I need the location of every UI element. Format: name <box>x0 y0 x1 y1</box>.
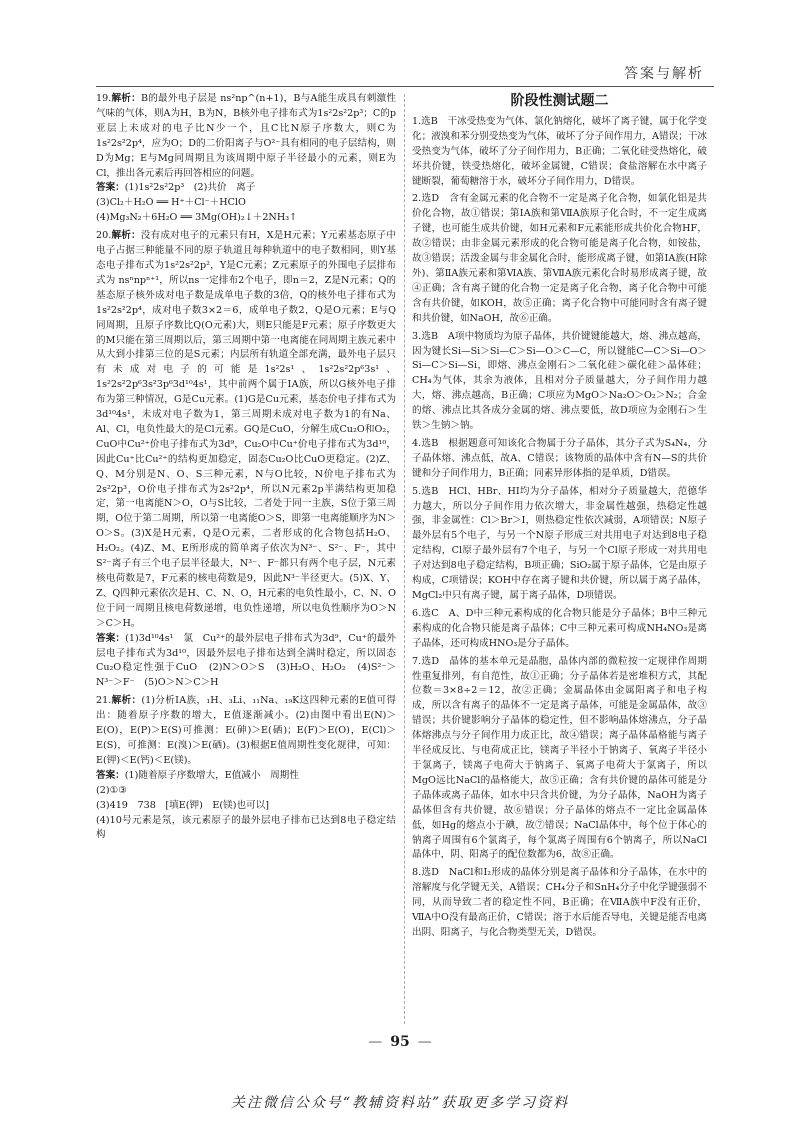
left-column <box>96 92 396 846</box>
item-text: 选B 根据题意可知该化合物属于分子晶体，其分子式为S₄N₄，分子晶体熔、沸点低，故A、C错误；该物质的晶体中含有N—S的共价键和分子间作用力，B正确；同素异形体指的是单质，D错误。 <box>412 437 707 479</box>
answer-item-1 <box>412 115 707 190</box>
answer-line: (1)1s²2s²2p³ (2)共价 离子 <box>124 182 256 194</box>
answer-item-8 <box>412 866 707 941</box>
answer-line: (4)Mg₃N₂＋6H₂O ══ 3Mg(OH)₂↓＋2NH₃↑ <box>96 212 298 224</box>
header-rule <box>96 86 714 87</box>
analysis-label: 解析： <box>111 695 142 707</box>
section-title: 阶段性测试题二 <box>510 93 609 109</box>
answer-item-6 <box>412 607 707 652</box>
answer-item-7 <box>412 655 707 864</box>
answer-label: 答案： <box>96 769 125 781</box>
page-number-value: 95 <box>390 1034 410 1050</box>
page-number: — 95 — <box>368 1034 432 1050</box>
item-number: 2. <box>412 193 422 205</box>
item-number: 3. <box>412 330 422 342</box>
answer-item-2 <box>412 192 707 326</box>
question-20 <box>96 229 396 691</box>
answer-label: 答案： <box>96 182 125 194</box>
answer-line: (1)随着原子序数增大，E值减小 周期性 <box>124 769 299 781</box>
answer-line: (2)①③ <box>96 784 127 796</box>
answer-item-5 <box>412 485 707 604</box>
answer-line: (4)10号元素是氖，该元素原子的最外层电子排布已达到8电子稳定结构 <box>96 814 396 841</box>
answer-line: (3)419 738 [填E(钾) E(镁)也可以] <box>96 799 270 811</box>
footer-watermark: 关注微信公众号“教辅资料站”获取更多学习资料 <box>230 1095 570 1111</box>
analysis-label: 解析： <box>111 93 141 104</box>
item-number: 5. <box>412 485 422 497</box>
item-text: 选B HCl、HBr、HI均为分子晶体，相对分子质量越大，范德华力越大，所以分子间作用力依次增大，非金属性越强，热稳定性越强，非金属性：Cl＞Br＞I，则热稳定性依次减弱，A项错误；N原子最外层有5个电子，与另一个N原子形成三对共用电子对达到8电子稳定结构，Cl原子最外层有7个电子，与另一个Cl原子形成一对共用电子对达到8电子稳定结构，B项正确；SiO₂属于原子晶体，它是由原子构成，C项错误；KOH中存在离子键和共价键，所以属于离子晶体，MgCl₂中只有离子键，属于离子晶体，D项错误。 <box>412 485 707 601</box>
analysis-text: B的最外电子层是 ns²np^(n+1)，B与A能生成具有刺激性气味的气体，则A为H，B为N，B核外电子排布式为1s²2s²2p³；C的p亚层上未成对的电子比N少一个，且C比N原子序数大，则C为1s²2s²2p⁴，应为O；D的二价阳离子与O²⁻具有相同的电子层结构，则D为Mg；E与Mg同周期且为该周期中原子半径最小的元素，则E为Cl，推出各元素后再回答相应的问题。 <box>96 93 396 179</box>
item-text: 选D 晶体的基本单元是晶胞，晶体内部的微粒按一定规律作周期性重复排列，有自范性，故①正确；分子晶体若是密堆积方式，其配位数＝3×8÷2＝12，故②正确；金属晶体由金属阳离子和电子构成，所以含有离子的晶体不一定是离子晶体，可能是金属晶体，故③错误；共价键影响分子晶体的稳定性，但不影响晶体熔沸点，分子晶体熔沸点与分子间作用力成正比，故④错误；离子晶体晶格能与离子半径成反比、与电荷成正比，镁离子半径小于钠离子、氧离子半径小于氯离子，镁离子电荷大于钠离子、氧离子电荷大于氯离子，所以MgO远比NaCl的晶格能大，故⑤正确；含有共价键的晶体可能是分子晶体或离子晶体，如水中只含共价键，为分子晶体，NaOH为离子晶体但含有共价键，故⑥错误；分子晶体的熔点不一定比金属晶体低，如Hg的熔点小于碘，故⑦错误；NaCl晶体中，每个位于体心的钠离子周围有6个氯离子，每个氯离子周围有6个钠离子，所以NaCl晶体中，阴、阳离子的配位数都为6，故⑧正确。 <box>412 655 707 861</box>
question-19 <box>96 92 396 226</box>
answer-text: (1)3d¹⁰4s¹ 氯 Cu²⁺的最外层电子排布式为3d⁹，Cu⁺的最外层电子排布式为3d¹⁰，因最外层电子排布达到全满时稳定，所以固态Cu₂O稳定性强于CuO (2)N＞O＞S (3)H₂O、H₂O₂ (4)S²⁻＞N³⁻＞F⁻ (5)O＞N＞C＞H <box>96 632 396 689</box>
answer-item-4 <box>412 437 707 482</box>
item-text: 选D 含有金属元素的化合物不一定是离子化合物，如氯化铝是共价化合物，故①错误；第ⅠA族和第ⅦA族原子化合时，不一定生成离子键，也可能生成共价键，如H元素和F元素能形成共价化合物HF，故②错误；由非金属元素形成的化合物可能是离子化合物，如铵盐，故③错误；活泼金属与非金属化合时，能形成离子键，如第ⅠA族(H除外)、第ⅡA族元素和第ⅥA族、第ⅦA族元素化合时易形成离子键，故④正确；含有离子键的化合物一定是离子化合物，离子化合物中可能含有共价键，如KOH，故⑤正确；离子化合物中可能同时含有离子键和共价键，如NaOH，故⑥正确。 <box>412 193 707 324</box>
question-number: 20. <box>96 230 112 242</box>
column-divider <box>404 94 405 1024</box>
item-number: 4. <box>412 437 422 449</box>
item-number: 6. <box>412 607 422 619</box>
item-text: 选C A、D中三种元素构成的化合物只能是分子晶体；B中三种元素构成的化合物只能是离子晶体；C中三种元素可构成NH₄NO₃是离子晶体，还可构成HNO₃是分子晶体。 <box>412 607 707 649</box>
item-number: 8. <box>412 867 422 879</box>
item-text: 选D NaCl和I₂形成的晶体分别是离子晶体和分子晶体，在水中的溶解度与化学键无关，A错误；CH₄分子和SnH₄分子中化学键强弱不同，从而导致二者的稳定性不同，B正确；在ⅦA族中F没有正价，ⅦA中O没有最高正价，C错误；溶于水后能否导电，关键是能否电离出阴、阳离子，与化合物类型无关，D错误。 <box>412 867 707 938</box>
item-number: 7. <box>412 655 422 667</box>
question-21 <box>96 694 396 843</box>
analysis-label: 解析： <box>111 230 141 242</box>
item-text: 选B A项中物质均为原子晶体，共价键键能越大，熔、沸点越高，因为键长Si—Si＞Si—C＞Si—O＞C—C，所以键能C—C＞Si—O＞Si—C＞Si—Si，即熔、沸点金刚石＞二氧化硅＞碳化硅＞晶体硅；CH₄为气体，其余为液体，且相对分子质量越大，分子间作用力越大，熔、沸点越高，B正确；C项应为MgO＞Na₂O＞O₂＞N₂；合金的熔、沸点比其各成分金属的熔、沸点要低，故D项应为金刚石＞生铁＞生钠＞钠。 <box>412 330 707 432</box>
answer-label: 答案： <box>96 632 126 644</box>
item-text: 选B 干冰受热变为气体、氯化钠熔化，破坏了离子键，属于化学变化；液溴和苯分别受热变为气体，破坏了分子间作用力，A错误；干冰受热变为气体，破坏了分子间作用力，B正确；二氧化硅受热熔化，破坏共价键，铁受热熔化，破坏金属键，C错误；食盐溶解在水中离子键断裂，葡萄糖溶于水，破坏分子间作用力，D错误。 <box>412 115 707 187</box>
header-title: 答案与解析 <box>624 66 704 82</box>
analysis-text: 没有成对电子的元素只有H，X是H元素；Y元素基态原子中电子占据三种能量不同的原子轨道且每种轨道中的电子数相同，则Y基态电子排布式为1s²2s²2p²，Y是C元素；Z元素原子的外围电子层排布式为 nsⁿnpⁿ⁺¹，所以ns一定排布2个电子，即n＝2，Z是N元素；Q的基态原子核外成对电子数是成单电子数的3倍，Q的核外电子排布式为1s²2s²2p⁴，成对电子数3×2＝6，成单电子数2，Q是O元素；E与Q同周期，且原子序数比Q(O元素)大，则E只能是F元素；原子序数更大的M只能在第三周期以后，第三周期中第一电离能在同周期主族元素中从大到小排第三位的是S元素；内层所有轨道全部充满，最外电子层只有未成对电子的可能是1s²2s¹、1s²2s²2p⁶3s¹、1s²2s²2p⁶3s²3p⁶3d¹⁰4s¹，其中前两个属于ⅠA族，所以G核外电子排布为第三种情况，G是Cu元素。(1)G是Cu元素，基态价电子排布式为3d¹⁰4s¹，未成对电子数为1，第三周期未成对电子数为1的有Na、Al、Cl，电负性最大的是Cl元素。GQ是CuO，分解生成Cu₂O和O₂，CuO中Cu²⁺价电子排布式为3d⁹，Cu₂O中Cu⁺价电子排布式为3d¹⁰，因此Cu⁺比Cu²⁺的结构更加稳定，固态Cu₂O比CuO更稳定。(2)Z、Q、M分别是N、O、S三种元素，N与O比较，N价电子排布式为2s²2p³，O价电子排布式为2s²2p⁴，所以N元素2p半满结构更加稳定，第一电离能N＞O，O与S比较，二者处于同一主族，S位于第三周期，O位于第二周期，所以第一电离能O＞S，即第一电离能顺序为N＞O＞S。(3)X是H元素，Q是O元素，二者形成的化合物包括H₂O、H₂O₂。(4)Z、M、E所形成的简单离子依次为N³⁻、S²⁻、F⁻，其中S²⁻离子有三个电子层半径最大，N³⁻、F⁻都只有两个电子层，N元素核电荷数是7，F元素的核电荷数是9，因此N³⁻半径更大。(5)X、Y、Z、Q四种元素依次是H、C、N、O，H元素的电负性最小，C、N、O位于同一周期且核电荷数递增，电负性递增，所以电负性顺序为O＞N＞C＞H。 <box>96 230 396 629</box>
answer-line: (3)Cl₂＋H₂O ══ H⁺＋Cl⁻＋HClO <box>96 197 246 209</box>
right-column <box>412 92 707 944</box>
question-number: 19. <box>96 93 112 104</box>
item-number: 1. <box>412 115 422 127</box>
answer-item-3 <box>412 330 707 434</box>
question-number: 21. <box>96 695 112 707</box>
analysis-text: (1)分析ⅠA族，₁H、₃Li、₁₁Na、₁₉K这四种元素的E值可得出：随着原子序数的增大，E值逐渐减小。(2)由图中看出E(N)＞E(O)，E(P)＞E(S)可推测：E(砷)＞E(硒)；E(F)＞E(O)，E(Cl)＞E(S)，可推测：E(溴)＞E(硒)。(3)根据E值周期性变化规律，可知：E(钾)＜E(钙)＜E(镁)。 <box>96 695 397 766</box>
